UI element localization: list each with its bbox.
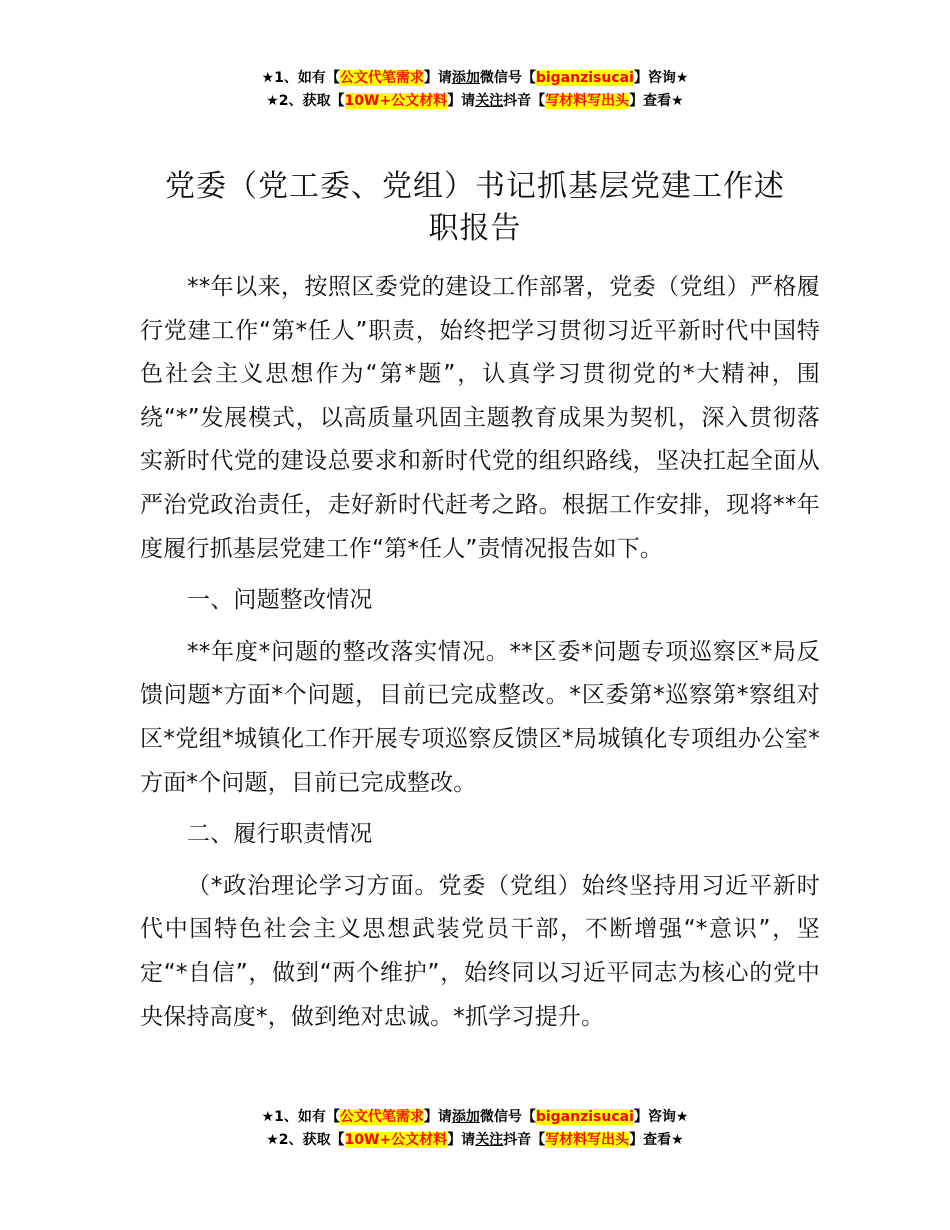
banner-text: 抖音【 [503, 1132, 546, 1148]
document-body [140, 266, 820, 1039]
banner-highlight: 写材料写出头 [545, 1132, 630, 1148]
banner-highlight: biganzisucai [535, 70, 634, 86]
banner-text: ★2、获取【 [266, 93, 345, 109]
banner-text: 抖音【 [503, 93, 546, 109]
paragraph-duties: （*政治理论学习方面。党委（党组）始终坚持用习近平新时代中国特色社会主义思想武装党员干部，不断增强“*意识”，坚定“*自信”，做到“两个维护”，始终同以习近平同志为核心的党中央保持高度*，做到绝对忠诚。*抓学习提升。 [140, 872, 820, 1030]
banner-text: 】查看★ [629, 1132, 684, 1148]
banner-line-1 [0, 67, 950, 90]
document-title [140, 166, 810, 250]
banner-underline: 关注 [475, 93, 504, 109]
banner-text: 微信号【 [479, 1109, 536, 1125]
banner-text: 】咨询★ [633, 1109, 689, 1125]
banner-text: ★2、获取【 [266, 1132, 345, 1148]
title-line-2: 职报告 [428, 211, 522, 246]
paragraph-rectification: **年度*问题的整改落实情况。**区委*问题专项巡察区*局反馈问题*方面*个问题，目前已完成整改。*区委第*巡察第*察组对区*党组*城镇化工作开展专项巡察反馈区*局城镇化专项组办公室*方面*个问题，目前已完成整改。 [140, 638, 820, 796]
banner-text: ★1、如有【 [261, 70, 340, 86]
banner-text: 】咨询★ [633, 70, 689, 86]
banner-text: 】请 [423, 70, 452, 86]
banner-highlight: biganzisucai [535, 1109, 634, 1125]
banner-underline: 关注 [475, 1132, 504, 1148]
banner-text: 微信号【 [479, 70, 536, 86]
banner-highlight: 公文代笔需求 [339, 1109, 424, 1125]
banner-text: 】请 [447, 1132, 476, 1148]
section-heading-2: 二、履行职责情况 [187, 821, 373, 848]
banner-underline: 添加 [451, 1109, 480, 1125]
banner-text: 】请 [423, 1109, 452, 1125]
banner-highlight: 10W+公文材料 [344, 1132, 448, 1148]
banner-highlight: 公文代笔需求 [339, 70, 424, 86]
footer-banner [0, 1106, 950, 1152]
banner-line-2 [0, 90, 950, 113]
paragraph-intro: **年以来，按照区委党的建设工作部署，党委（党组）严格履行党建工作“第*任人”职责，始终把学习贯彻习近平新时代中国特色社会主义思想作为“第*题”，认真学习贯彻党的*大精神，围绕“*”发展模式，以高质量巩固主题教育成果为契机，深入贯彻落实新时代党的建设总要求和新时代党的组织路线，坚决扛起全面从严治党政治责任，走好新时代赶考之路。根据工作安排，现将**年度履行抓基层党建工作“第*任人”责情况报告如下。 [140, 274, 820, 562]
banner-text: 】查看★ [629, 93, 684, 109]
banner-highlight: 写材料写出头 [545, 93, 630, 109]
banner-underline: 添加 [451, 70, 480, 86]
section-heading-1: 一、问题整改情况 [187, 587, 373, 614]
header-banner [0, 67, 950, 113]
banner-line-2 [0, 1129, 950, 1152]
banner-highlight: 10W+公文材料 [344, 93, 448, 109]
banner-text: ★1、如有【 [261, 1109, 340, 1125]
banner-line-1 [0, 1106, 950, 1129]
banner-text: 】请 [447, 93, 476, 109]
title-line-1: 党委（党工委、党组）书记抓基层党建工作述 [165, 169, 785, 204]
